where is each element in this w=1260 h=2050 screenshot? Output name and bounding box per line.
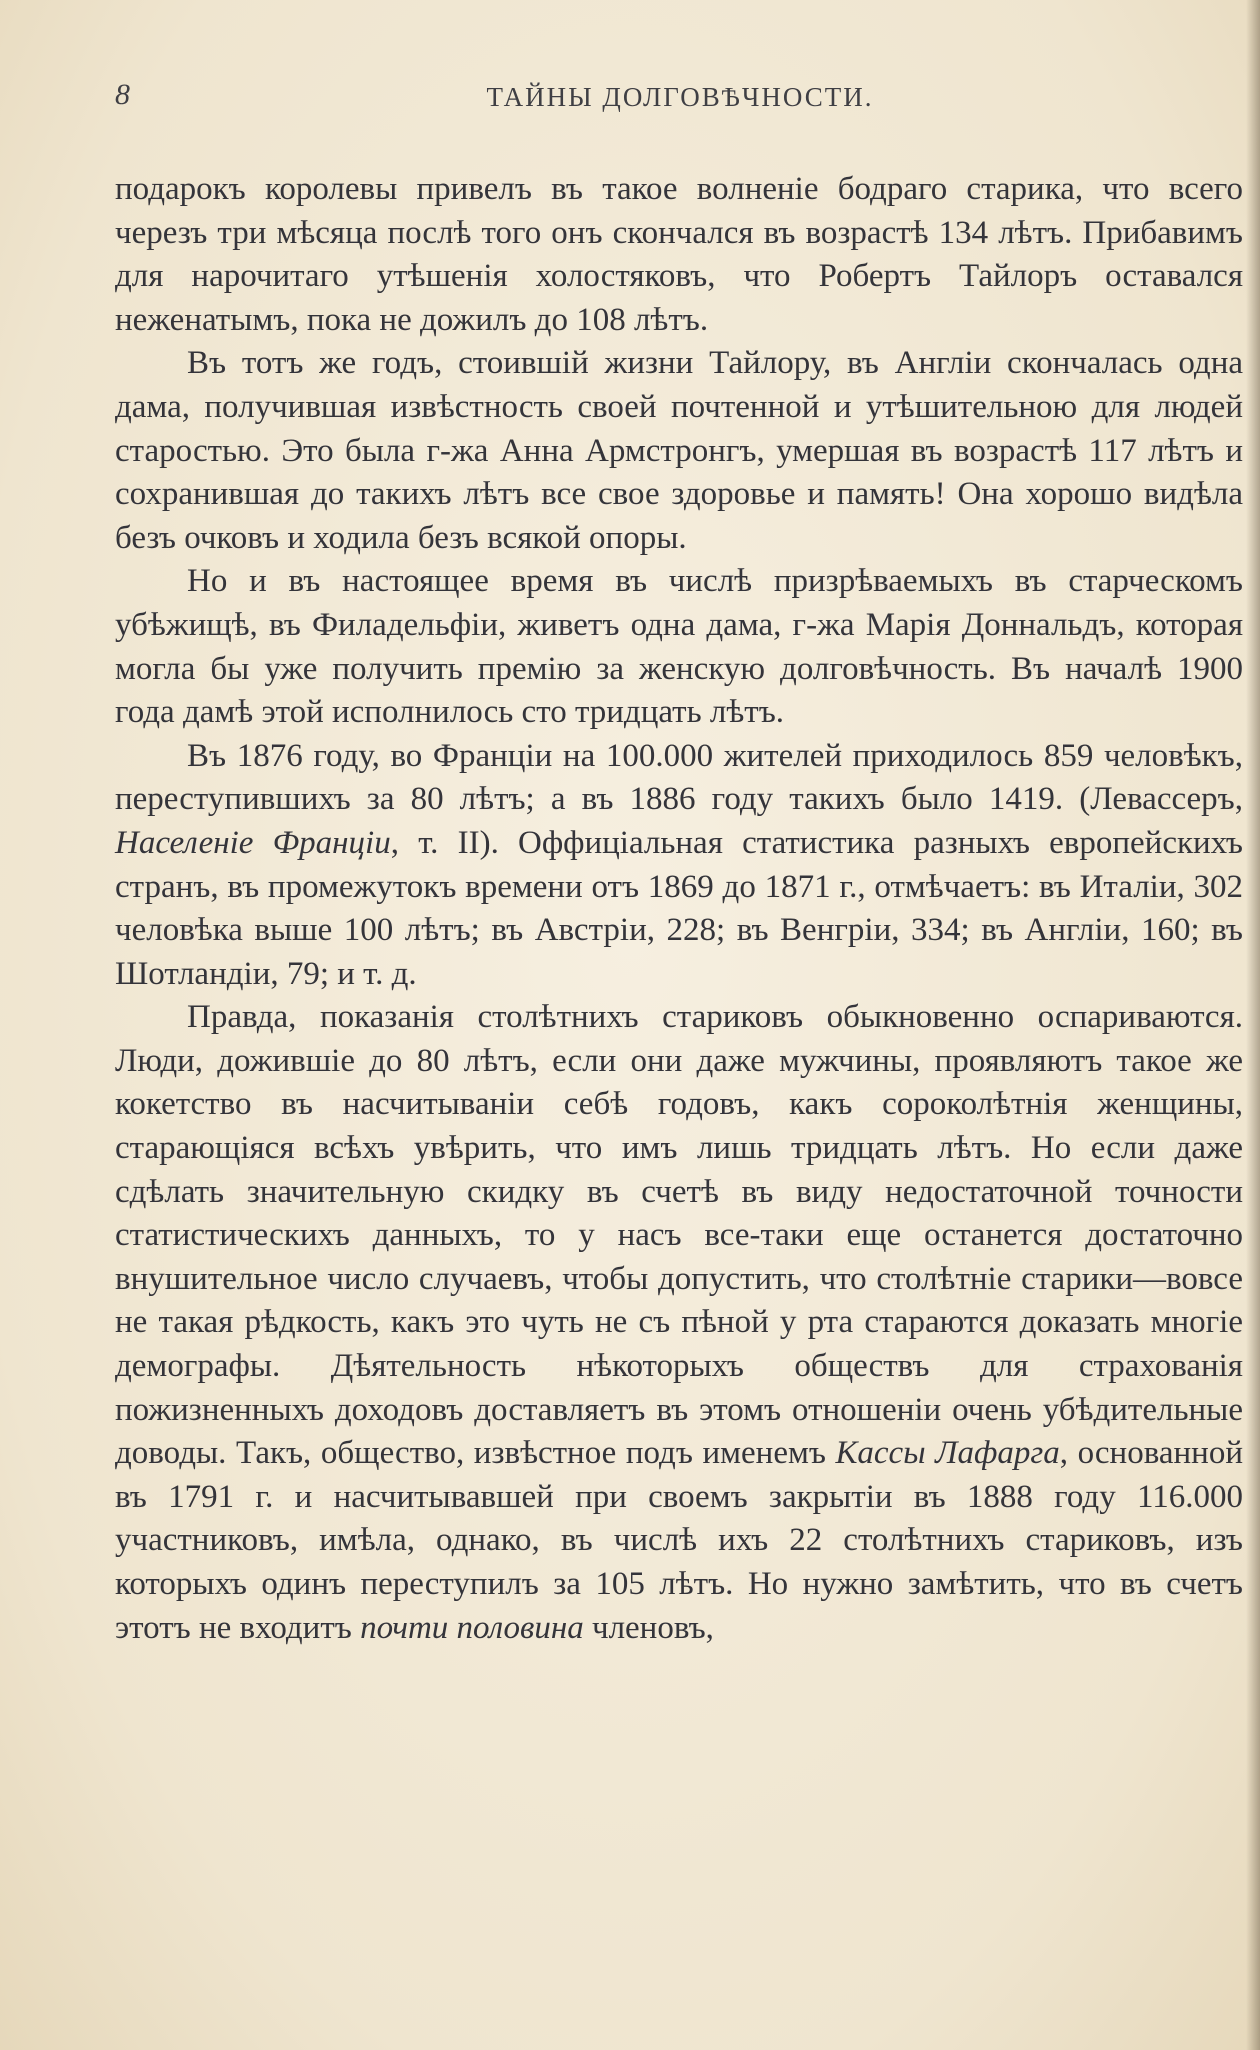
paragraph: Въ 1876 году, во Франціи на 100.000 жителей приходилось 859 человѣкъ, переступившихъ за 80 лѣтъ; а въ 1886 году такихъ было 1419. (Левассеръ, Населеніе Франціи, т. II). Оффиціальная статистика разныхъ европейскихъ странъ, въ промежутокъ времени отъ 1869 до 1871 г., отмѣчаетъ: въ Италіи, 302 человѣка выше 100 лѣтъ; въ Австріи, 228; въ Венгріи, 334; въ Англіи, 160; въ Шотландіи, 79; и т. д.: [115, 737, 1243, 992]
paragraph: Правда, показанія столѣтнихъ стариковъ обыкновенно оспариваются. Люди, дожившіе до 80 лѣтъ, если они даже мужчины, проявляютъ такое же кокетство въ насчитываніи себѣ годовъ, какъ сороколѣтнія женщины, старающіяся всѣхъ увѣрить, что имъ лишь тридцать лѣтъ. Но если даже сдѣлать значительную скидку въ счетѣ въ виду недостаточной точности статистическихъ данныхъ, то у насъ все-таки еще останется достаточно внушительное число случаевъ, чтобы допустить, что столѣтніе старики—вовсе не такая рѣдкость, какъ это чуть не съ пѣной у рта стараются доказать многіе демографы. Дѣятельность нѣкоторыхъ обществъ для страхованія пожизненныхъ доходовъ доставляетъ въ этомъ отношеніи очень убѣдительные доводы. Такъ, общество, извѣстное подъ именемъ Кассы Лафарга, основанной въ 1791 г. и насчитывавшей при своемъ закрытіи въ 1888 году 116.000 участниковъ, имѣла, однако, въ числѣ ихъ 22 столѣтнихъ стариковъ, изъ которыхъ одинъ переступилъ за 105 лѣтъ. Но нужно замѣтить, что въ счетъ этотъ не входитъ почти половина членовъ,: [115, 999, 1243, 1646]
paragraph: Но и въ настоящее время въ числѣ призрѣваемыхъ въ старческомъ убѣжищѣ, въ Филадельфіи, живетъ одна дама, г-жа Марія Доннальдъ, которая могла бы уже получить премію за женскую долговѣчность. Въ началѣ 1900 года дамѣ этой исполнилось сто тридцать лѣтъ.: [115, 563, 1243, 731]
book-title-italic: Населеніе Франціи: [115, 824, 391, 861]
paragraph: Въ тотъ же годъ, стоившій жизни Тайлору, въ Англіи скончалась одна дама, получившая извѣстность своей почтенной и утѣшительною для людей старостью. Это была г-жа Анна Армстронгъ, умершая въ возрастѣ 117 лѣтъ и сохранившая до такихъ лѣтъ все свое здоровье и память! Она хорошо видѣла безъ очковъ и ходила безъ всякой опоры.: [115, 345, 1243, 556]
paragraph: подарокъ королевы привелъ въ такое волненіе бодраго старика, что всего черезъ три мѣсяца послѣ того онъ скончался въ возрастѣ 134 лѣтъ. Прибавимъ для нарочитаго утѣшенія холостяковъ, что Робертъ Тайлоръ оставался неженатымъ, пока не дожилъ до 108 лѣтъ.: [115, 171, 1243, 338]
body-text: [115, 168, 1243, 1650]
page-number: 8: [115, 78, 130, 111]
emphasis-italic: почти половина: [360, 1609, 584, 1646]
page-edge-shadow: [1246, 0, 1260, 2050]
institution-name-italic: Кассы Лафарга: [835, 1435, 1060, 1472]
running-head: [115, 78, 1245, 118]
running-title: ТАЙНЫ ДОЛГОВѢЧНОСТИ.: [486, 82, 874, 112]
